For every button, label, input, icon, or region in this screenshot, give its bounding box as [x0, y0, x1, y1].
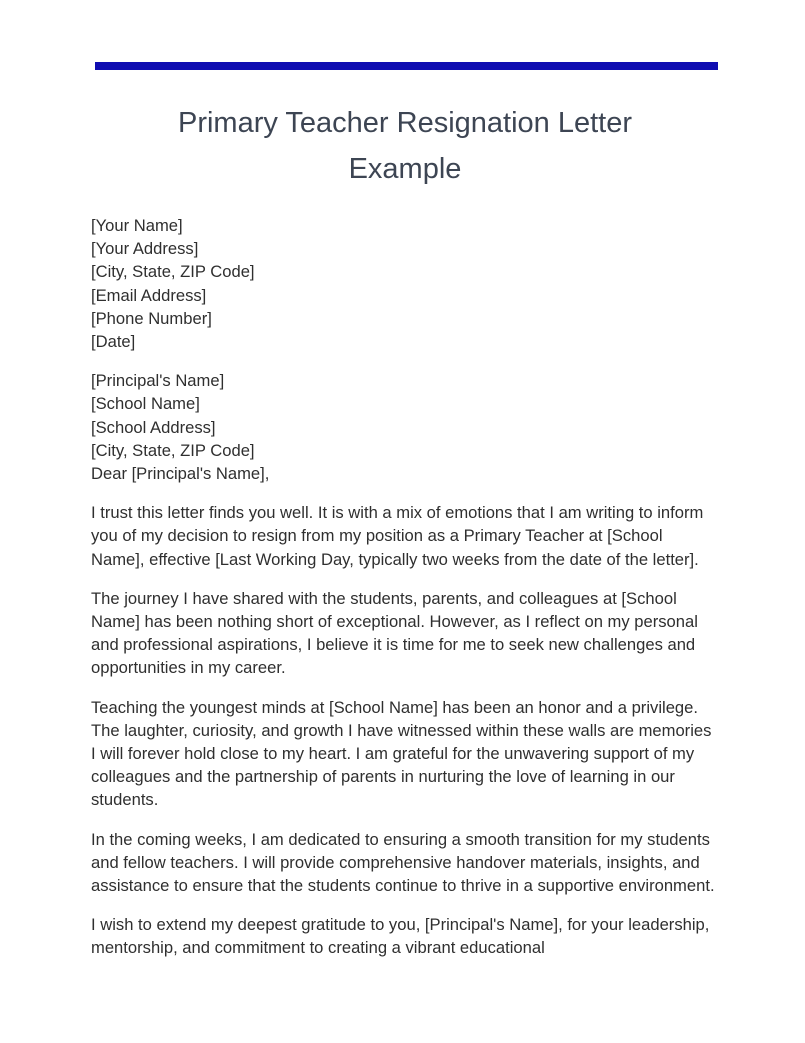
sender-phone-line: [Phone Number] — [91, 308, 212, 328]
sender-email-line: [Email Address] — [91, 285, 207, 305]
school-address-line: [School Address] — [91, 417, 216, 437]
salutation-line: Dear [Principal's Name], — [91, 464, 270, 484]
paragraph-intent-to-resign: I trust this letter finds you well. It is with a mix of emotions that I am writing to inform you of my decision to resign from my position as a Primary Teacher at [School Name], effective [Last Working Day, typically two weeks from the date of the letter]. — [91, 503, 704, 569]
paragraph-transition-plan: In the coming weeks, I am dedicated to ensuring a smooth transition for my students and fellow teachers. I will provide comprehensive handover materials, insights, and assistance to ensure that the students continue to thrive in a supportive environment. — [91, 829, 715, 896]
sender-city-state-zip-line: [City, State, ZIP Code] — [91, 262, 255, 282]
sender-address-line: [Your Address] — [91, 239, 199, 259]
title-line-1: Primary Teacher Resignation Letter — [177, 107, 633, 139]
paragraph-gratitude-memories: Teaching the youngest minds at [School Name] has been an honor and a privilege. The laughter, curiosity, and growth I have witnessed within these walls are memories I will forever hold close to my heart. I am grateful for the unwavering support of my colleagues and the partnership of parents in nurturing the love of learning in our students. — [91, 697, 712, 810]
document-title — [91, 100, 719, 192]
paragraph-journey-reflection: The journey I have shared with the students, parents, and colleagues at [School Name] has been nothing short of exceptional. However, as I reflect on my personal and professional aspirations, I believe it is time for me to seek new challenges and opportunities in my career. — [91, 588, 698, 678]
recipient-city-state-zip-line: [City, State, ZIP Code] — [91, 440, 255, 460]
recipient-block — [91, 369, 719, 485]
sender-name-line: [Your Name] — [91, 216, 183, 235]
letter-content — [91, 0, 719, 976]
principal-name-line: [Principal's Name] — [91, 371, 225, 391]
date-line: [Date] — [91, 332, 136, 352]
sender-block — [91, 214, 719, 353]
title-line-2: Example — [348, 153, 462, 185]
school-name-line: [School Name] — [91, 394, 200, 414]
paragraph-thanks-to-principal: I wish to extend my deepest gratitude to you, [Principal's Name], for your leadership, mentorship, and commitment to creating a vibrant educational — [91, 915, 710, 958]
